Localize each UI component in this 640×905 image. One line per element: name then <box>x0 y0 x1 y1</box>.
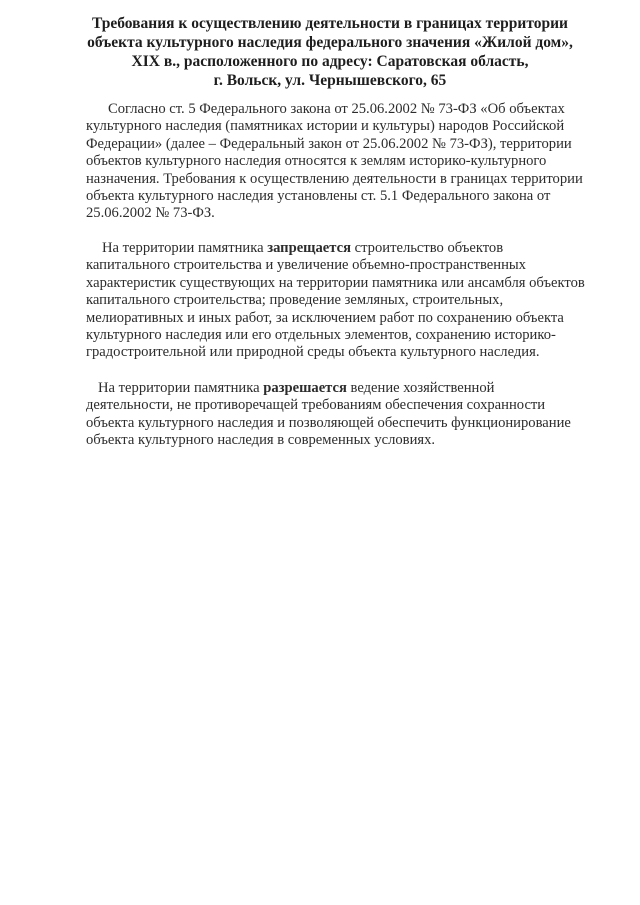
paragraph-line: капитального строительства; проведение земляных, строительных, <box>86 292 504 309</box>
keyword-permitted: разрешается <box>263 380 347 396</box>
paragraph-line: деятельности, не противоречащей требованиям обеспечения сохранности <box>86 397 546 414</box>
paragraph-line: культурного наследия (памятниках истории и культуры) народов Российской <box>86 118 565 135</box>
paragraph-line: На территории памятника запрещается строительство объектов <box>102 240 504 256</box>
keyword-prohibited: запрещается <box>267 240 351 256</box>
paragraph-line: капитального строительства и увеличение объемно-пространственных <box>86 257 526 274</box>
paragraph-line: назначения. Требования к осуществлению деятельности в границах территории <box>86 170 583 187</box>
paragraph-line: объекта культурного наследия и позволяющей обеспечить функционирование <box>86 414 571 431</box>
paragraph-prohibited <box>88 240 598 362</box>
document-title <box>70 14 590 90</box>
paragraph-line: объекта культурного наследия установлены ст. 5.1 Федерального закона от <box>86 188 551 205</box>
paragraph-line: градостроительной или природной среды объекта культурного наследия. <box>86 344 540 361</box>
paragraph-line: культурного наследия или его отдельных элементов, сохранению историко- <box>86 327 556 344</box>
title-line: XIX в., расположенного по адресу: Саратовская область, <box>131 53 529 70</box>
paragraph-line: объектов культурного наследия относятся к землям историко-культурного <box>86 153 547 170</box>
paragraph-line: объекта культурного наследия в современных условиях. <box>86 432 436 449</box>
paragraph-line: мелиоративных и иных работ, за исключением работ по сохранению объекта <box>86 309 564 326</box>
paragraph-line: 25.06.2002 № 73-ФЗ. <box>86 205 215 222</box>
paragraph-permitted <box>88 380 598 450</box>
paragraph-line: Согласно ст. 5 Федерального закона от 25.06.2002 № 73-ФЗ «Об объектах <box>108 101 565 117</box>
title-line: г. Вольск, ул. Чернышевского, 65 <box>213 72 447 89</box>
paragraph-line: Федерации» (далее – Федеральный закон от 25.06.2002 № 73-ФЗ), территории <box>86 135 572 152</box>
title-line: объекта культурного наследия федерального значения «Жилой дом», <box>87 34 573 51</box>
paragraph-line: характеристик существующих на территории памятника или ансамбля объектов <box>86 274 585 291</box>
paragraph-line: На территории памятника разрешается ведение хозяйственной <box>98 380 495 396</box>
paragraph-legal-basis <box>88 101 598 223</box>
title-line: Требования к осуществлению деятельности в границах территории <box>92 15 568 32</box>
